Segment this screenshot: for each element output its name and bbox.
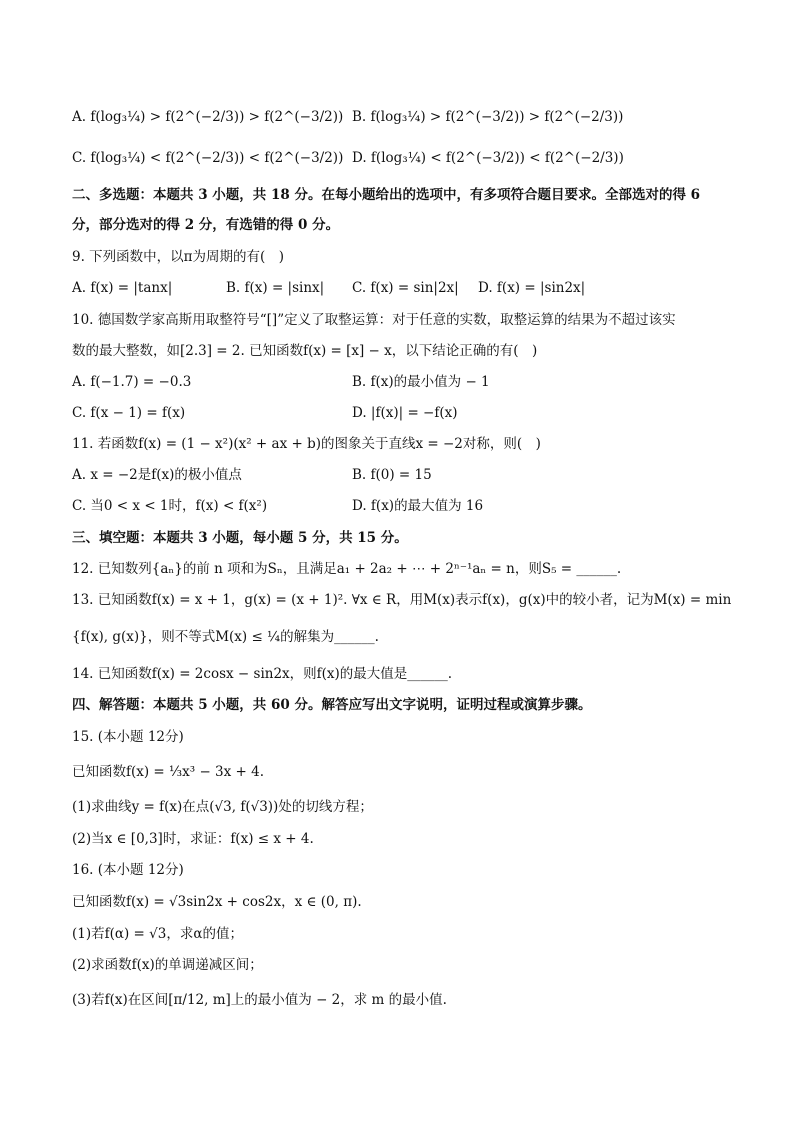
- section4-heading: 四、解答题：本题共 5 小题，共 60 分。解答应写出文字说明，证明过程或演算步骤。: [72, 697, 592, 713]
- q12-text: 12. 已知数列{aₙ}的前 n 项和为Sₙ，且满足a₁ + 2a₂ + ⋯ + 2ⁿ⁻¹aₙ = n，则S₅ = ______.: [72, 561, 622, 577]
- q13-line1: 13. 已知函数f(x) = x + 1，g(x) = (x + 1)². ∀x ∈ R，用M(x)表示f(x)，g(x)中的较小者，记为M(x) = min: [72, 592, 732, 608]
- q15-part1: (1)求曲线y = f(x)在点(√3, f(√3))处的切线方程；: [72, 799, 373, 815]
- q9-option-a: A. f(x) = |tanx|: [72, 280, 173, 296]
- q15-header: 15. (本小题 12分): [72, 729, 184, 745]
- q11-option-a: A. x = −2是f(x)的极小值点: [72, 467, 242, 483]
- q9-option-b: B. f(x) = |sinx|: [226, 280, 325, 296]
- section2-heading-line2: 分，部分选对的得 2 分，有选错的得 0 分。: [72, 217, 340, 233]
- q11-option-d: D. f(x)的最大值为 16: [352, 498, 484, 514]
- q8-option-c: C. f(log₃¼) < f(2^(−2/3)) < f(2^(−3/2)): [72, 150, 344, 166]
- q11-option-c: C. 当0 < x < 1时，f(x) < f(x²): [72, 498, 268, 514]
- section3-heading: 三、填空题：本题共 3 小题，每小题 5 分，共 15 分。: [72, 530, 408, 546]
- q15-given: 已知函数f(x) = ⅓x³ − 3x + 4.: [72, 764, 265, 780]
- q10-option-d: D. |f(x)| = −f(x): [352, 405, 458, 421]
- q13-line2: {f(x), g(x)}，则不等式M(x) ≤ ¼的解集为______.: [72, 629, 379, 645]
- q8-option-a: A. f(log₃¼) > f(2^(−2/3)) > f(2^(−3/2)): [72, 109, 344, 125]
- q16-part1: (1)若f(α) = √3，求α的值；: [72, 926, 243, 942]
- q10-stem-line1: 10. 德国数学家高斯用取整符号“[]”定义了取整运算：对于任意的实数，取整运算的结果为不超过该实: [72, 312, 676, 328]
- q11-option-b: B. f(0) = 15: [352, 467, 432, 483]
- q16-header: 16. (本小题 12分): [72, 862, 184, 878]
- q15-part2: (2)当x ∈ [0,3]时，求证：f(x) ≤ x + 4.: [72, 831, 314, 847]
- section2-heading-line1: 二、多选题：本题共 3 小题，共 18 分。在每小题给出的选项中，有多项符合题目要求。全部选对的得 6: [72, 187, 701, 203]
- q9-option-d: D. f(x) = |sin2x|: [478, 280, 586, 296]
- q8-option-d: D. f(log₃¼) < f(2^(−3/2)) < f(2^(−2/3)): [352, 150, 624, 166]
- q14-text: 14. 已知函数f(x) = 2cosx − sin2x，则f(x)的最大值是______.: [72, 666, 453, 682]
- q10-option-c: C. f(x − 1) = f(x): [72, 405, 186, 421]
- q9-option-c: C. f(x) = sin|2x|: [352, 280, 459, 296]
- q10-option-b: B. f(x)的最小值为 − 1: [352, 374, 490, 390]
- q16-given: 已知函数f(x) = √3sin2x + cos2x，x ∈ (0, π).: [72, 894, 362, 910]
- q10-stem-line2: 数的最大整数，如[2.3] = 2. 已知函数f(x) = [x] − x，以下结论正确的有( ): [72, 343, 538, 359]
- q16-part2: (2)求函数f(x)的单调递减区间；: [72, 957, 263, 973]
- q16-part3: (3)若f(x)在区间[π/12, m]上的最小值为 − 2，求 m 的最小值.: [72, 992, 447, 1008]
- q10-option-a: A. f(−1.7) = −0.3: [72, 374, 192, 390]
- q9-stem: 9. 下列函数中，以π为周期的有( ): [72, 249, 285, 265]
- q11-stem: 11. 若函数f(x) = (1 − x²)(x² + ax + b)的图象关于直线x = −2对称，则( ): [72, 436, 541, 452]
- q8-option-b: B. f(log₃¼) > f(2^(−3/2)) > f(2^(−2/3)): [352, 109, 624, 125]
